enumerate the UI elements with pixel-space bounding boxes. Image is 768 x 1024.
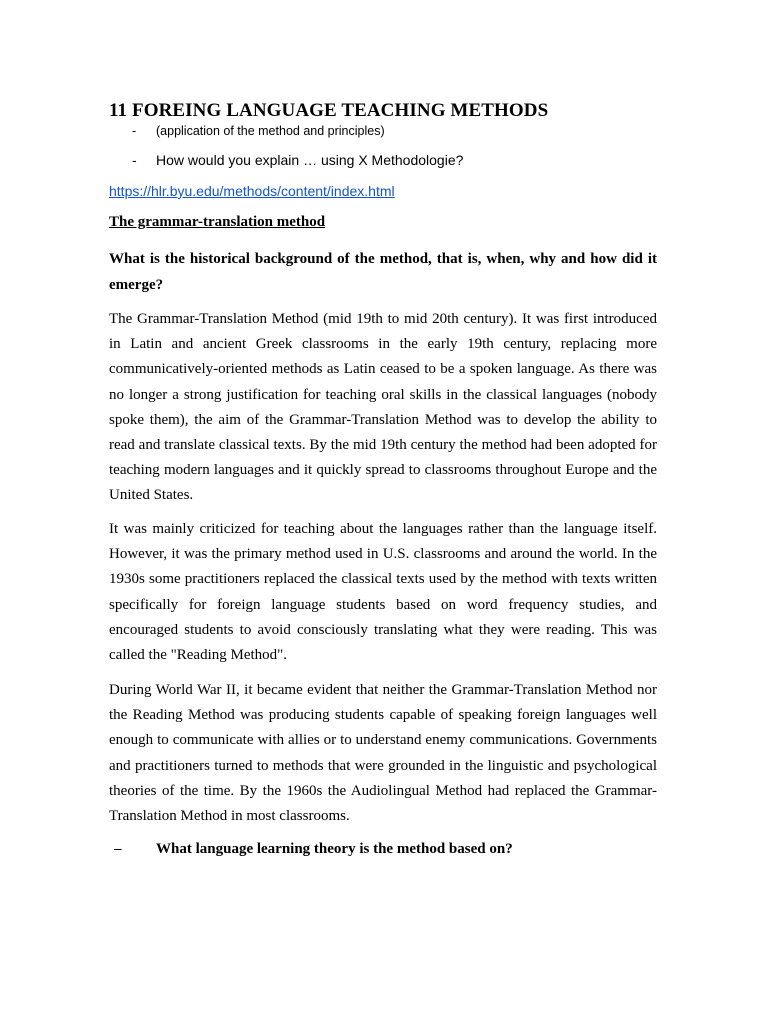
section-title: The grammar-translation method [109,214,326,230]
paragraph: It was mainly criticized for teaching about the languages rather than the language itself. However, it was the primary method used in U.S. classrooms and around the world. In the 1930s some practitioners replaced the classical texts used by the method with texts written specifically for foreign language students based on word frequency studies, and encouraged students to avoid consciously translating what they were reading. This was called the "Reading Method". [109,521,657,664]
paragraph: The Grammar-Translation Method (mid 19th to mid 20th century). It was first introduced in Latin and ancient Greek classrooms in the early 19th century, replacing more communicatively-oriented methods as Latin ceased to be a spoken language. As there was no longer a strong justification for teaching oral skills in the classical languages (nobody spoke them), the aim of the Grammar-Translation Method was to develop the ability to read and translate classical texts. By the mid 19th century the method had been adopted for teaching modern languages and it quickly spread to classrooms throughout Europe and the United States. [109,311,657,504]
bullet-dash: - [132,152,137,168]
paragraph: During World War II, it became evident that neither the Grammar-Translation Method nor the Reading Method was producing students capable of speaking foreign languages well enough to communicate with allies or to understand enemy communications. Governments and practitioners turned to methods that were grounded in the linguistic and psychological theories of the time. By the 1960s the Audiolingual Method had replaced the Grammar-Translation Method in most classrooms. [109,682,657,825]
document-title: 11 FOREING LANGUAGE TEACHING METHODS [109,100,549,121]
reference-link[interactable]: https://hlr.byu.edu/methods/content/index.html [109,183,395,199]
bullet-text: How would you explain … using X Methodologie? [156,152,464,168]
question-heading: What is the historical background of the method, that is, when, why and how did it emerge? [109,251,657,293]
bullet-dash: - [132,124,137,138]
question-dash: – [114,841,122,857]
bullet-text: (application of the method and principles) [156,124,385,138]
question-text: What language learning theory is the method based on? [156,841,513,857]
